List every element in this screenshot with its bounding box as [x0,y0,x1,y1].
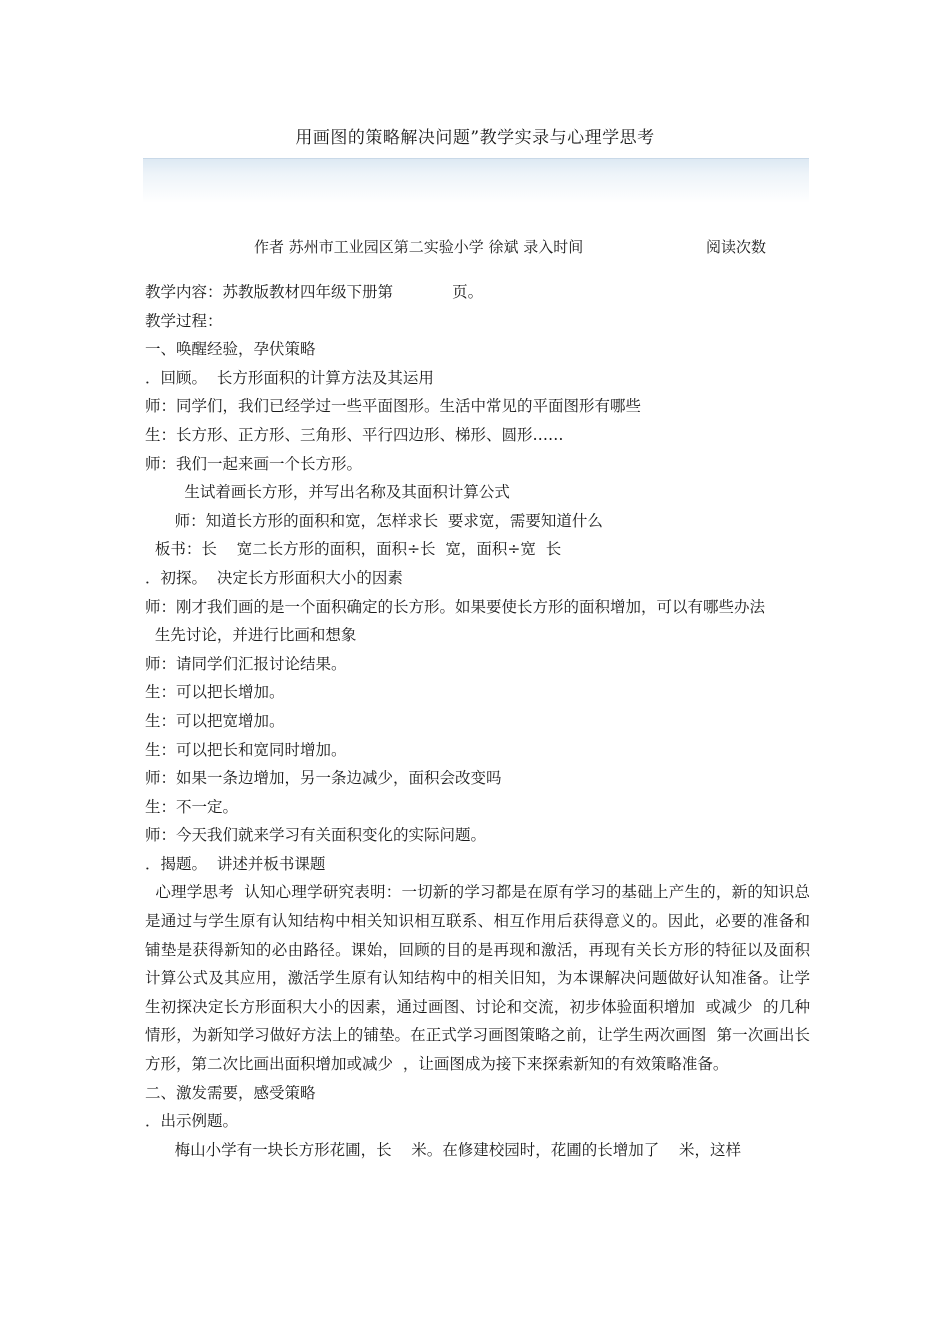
paragraph: 梅山小学有一块长方形花圃，长 米。在修建校园时，花圃的长增加了 米，这样 [145,1140,741,1159]
paragraph: 生先讨论，并进行比画和想象 [145,626,357,645]
section-heading: 一、唤醒经验，孕伏策略 [145,340,316,359]
paragraph: 生：长方形、正方形、三角形、平行四边形、梯形、圆形…… [145,425,564,444]
read-count-label: 阅读次数 [706,238,767,256]
paragraph: ．出示例题。 [145,1112,239,1131]
paragraph: 生：不一定。 [145,797,239,816]
header-banner [143,158,809,203]
paragraph: 生：可以把长和宽同时增加。 [145,740,347,759]
paragraph: 教学过程： [145,311,223,330]
paragraph: 师：请同学们汇报讨论结果。 [145,654,347,673]
document-title: 用画图的策略解决问题”教学实录与心理学思考 [295,128,655,148]
section-heading: 二、激发需要，感受策略 [145,1083,316,1102]
paragraph: 板书：长 宽二长方形的面积，面积÷长 宽，面积÷宽 长 [145,540,562,559]
paragraph: 生：可以把长增加。 [145,683,285,702]
paragraph: 心理学思考 认知心理学研究表明：一切新的学习都是在原有学习的基础上产生的，新的知识总是通过与学生原有认知结构中相关知识相互联系、相互作用后获得意义的。因此，必要的准备和铺垫是获得新知的必由路径。课始，回顾的目的是再现和激活，再现有关长方形的特征以及面积计算公式及其应用，激活学生原有认知结构中的相关旧知，为本课解决问题做好认知准备。让学生初探决定长方形面积大小的因素，通过画图、讨论和交流，初步体验面积增加 或减少 的几种情形，为新知学习做好方法上的铺垫。在正式学习画图策略之前，让学生两次画图 第一次画出长方形，第二次比画出面积增加或减少 ，让画图成为接下来探索新知的有效策略准备。 [145,883,811,1074]
paragraph: 师：刚才我们画的是一个面积确定的长方形。如果要使长方形的面积增加，可以有哪些办法 [145,597,766,616]
paragraph: ．回顾。 长方形面积的计算方法及其运用 [145,368,434,387]
paragraph: 师：如果一条边增加，另一条边减少，面积会改变吗 [145,769,502,788]
paragraph: 师：知道长方形的面积和宽，怎样求长 要求宽，需要知道什么 [145,511,603,530]
paragraph: 生：可以把宽增加。 [145,711,285,730]
paragraph: 教学内容：苏教版教材四年级下册第 页。 [145,283,484,301]
paragraph: 师：今天我们就来学习有关面积变化的实际问题。 [145,826,487,845]
paragraph: 生试着画长方形，并写出名称及其面积计算公式 [145,483,510,502]
paragraph: 师：同学们，我们已经学过一些平面图形。生活中常见的平面图形有哪些 [145,397,642,416]
paragraph: ．揭题。 讲述并板书课题 [145,854,326,873]
document-body [145,278,810,1164]
author-byline: 作者 苏州市工业园区第二实验小学 徐斌 录入时间 [254,238,584,256]
paragraph: 师：我们一起来画一个长方形。 [145,454,363,473]
paragraph: ．初探。 决定长方形面积大小的因素 [145,568,403,587]
